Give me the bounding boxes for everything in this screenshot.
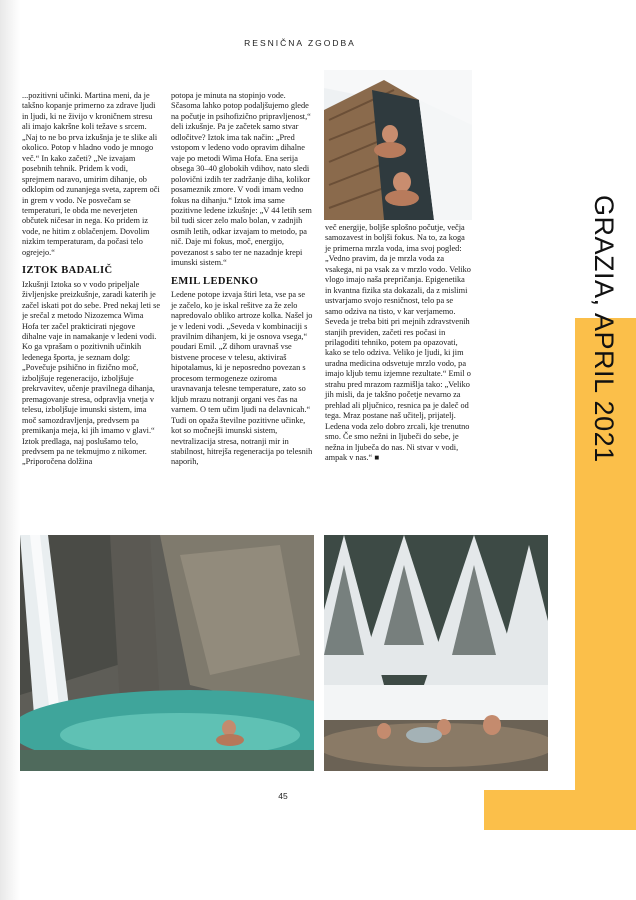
article-column-3 (325, 223, 471, 463)
magazine-side-title: GRAZIA, APRIL 2021 (589, 195, 619, 463)
subheading-iztok-badalic: IZTOK BADALIČ (22, 265, 113, 277)
column1-paragraph-2: Izkušnji Iztoka so v vodo pripeljale življenjske preizkušnje, zaradi katerih je začel iskati pot do sebe. Pred nekaj leti se je srečal z metodo Nizozemca Wima Hofa ter začel prakticirati njegove dihalne vaje in namakanje v ledeni vodi. Ko ga vprašam o pozitivnih učinkih ledenega športa, je seznam dolg: „Povečuje psihično in fizično moč, izboljšuje regeneracijo, izboljšuje prekrvavitev, učenje pravilnega dihanja, premagovanje stresa, odpravlja vnetja v telesu, izboljšuje imunski sistem, ima moč samozdravljenja, predvsem pa premikanja meja, ki jih imamo v glavi.“ Iztok predlaga, naj poslušamo telo, predvsem pa ne tekmujmo z nikomer. „Priporočena dolžina (22, 279, 160, 467)
article-end-mark: ■ (374, 452, 380, 462)
ice-bath-dock-illustration (324, 70, 472, 220)
photo-ice-bath-dock (324, 70, 472, 220)
column2-paragraph-2: Ledene potope izvaja štiri leta, vse pa se je začelo, ko je iskal rešitve za že zelo napredovalo obliko artroze kolka. Našel jo je v ledeni vodi. „Seveda v kombinaciji s pravilnim dihanjem, ki je osnova vsega,“ poudari Emil. „Z dihom uravnaš vse bistvene procese v telesu, aktiviraš hipotalamus, ki je neposredno povezan s procesom termogeneze oziroma uravnavanja telesne temperature, zato so kljub mrazu notranji organi ves čas na varnem. O tem učim ljudi na delavnicah.“ Tudi on opaža številne pozitivne učinke, kot so močnejši imunski sistem, nevtralizacija stresa, notranji mir in stabilnost, hitrejša regeneracija po telesnih naporih, (171, 290, 313, 467)
column3-paragraph-1 (325, 223, 471, 463)
snowy-forest-illustration (324, 535, 548, 771)
column2-paragraph-1: potopa je minuta na stopinjo vode. Sčasoma lahko potop podaljšujemo glede na počutje in psihofizično pripravljenost,“ deli izkušnje. Pa je začetek samo stvar odločitve? Iztok ima tak način: „Pred vstopom v ledeno vodo opravim dihalne vaje po metodi Wima Hofa. Ena serija obsega 30–40 globokih vdihov, nato sledi polovični izdih ter zadržanje diha, kolikor posameznik zmore. V vodi imam vedno fokus na dihanju.“ Iztok ima same pozitivne ledene izkušnje: „V 44 letih sem bil tudi sicer zelo malo bolan, v zadnjih osmih letih, odkar izvajam to metodo, pa nič. Daje mi fokus, moč, energijo, povezanost s sabo ter ne nazadnje krepi imunski sistem.“ (171, 91, 312, 268)
section-header: RESNIČNA ZGODBA (244, 38, 356, 48)
article-column-2 (171, 91, 313, 468)
subheading-emil-ledenko: EMIL LEDENKO (171, 275, 259, 287)
column1-paragraph-1: ...pozitivni učinki. Martina meni, da je takšno kopanje primerno za zdrave ljudi in ljudi, ki ne živijo v kroničnem stresu ali imajo kakršne koli težave s srcem. „Naj to ne bo prva izkušnja je te slike ali okolico. Potop v hladno vodo je mnogo več.“ In kako začeti? „Ne izvajam posebnih tehnik. Pridem k vodi, sprejmem naravo, umirim dihanje, ob odklopim od zunanjega sveta, zaprem oči in grem v vodo. Ne posvečam se temperaturi, le obda me neverjeten občutek ničesar in nega. Ko pridem iz vode, ne hitim z oblačenjem. Dovolim nizkim temperaturam, da počasi telo ogrejejo.“ (22, 91, 160, 257)
article-column-1 (22, 91, 160, 468)
page-gutter-shadow (0, 0, 20, 900)
column3-text: več energije, boljše splošno počutje, večja samozavest in boljši fokus. Na to, za koga je primerna mrzla voda, ima svoj pogled: „Vedno pravim, da je mrzla voda za vsakega, ni pa vsak za v mrzlo vodo. Veliko vlogo imajo naša prepričanja. Epigenetika in kvantna fizika sta dokazali, da z mislimi ustvarjamo svojo resničnost, telo pa se samo odziva na tisto, v kar verjamemo. Seveda je treba biti pri mejnih zdravstvenih stanjih previden, začeti res počasi in prilagoditi tehniko, potem pa opazovati, kako se telo odziva. Veliko je ljudi, ki jim uradna medicina odsvetuje mrzlo vodo, pa imajo kljub temu izjemne rezultate.“ Emil o strahu pred mrazom razmišlja tako: „Veliko jih misli, da je takšno početje nevarno za prehlad ali pljučnico, resnica pa je daleč od tega. Mraz postane naš učitelj, prijatelj. Ledena voda zelo dobro zrcali, kje trenutno smo. Če smo nežni in ljubeči do sebe, je nežna in ljubeča do nas. Ni stvar v vodi, ampak v nas.“ (325, 223, 471, 462)
photo-waterfall-pool (20, 535, 314, 771)
waterfall-pool-illustration (20, 535, 314, 771)
page-number: 45 (278, 791, 288, 801)
photo-snowy-forest-bath (324, 535, 548, 771)
